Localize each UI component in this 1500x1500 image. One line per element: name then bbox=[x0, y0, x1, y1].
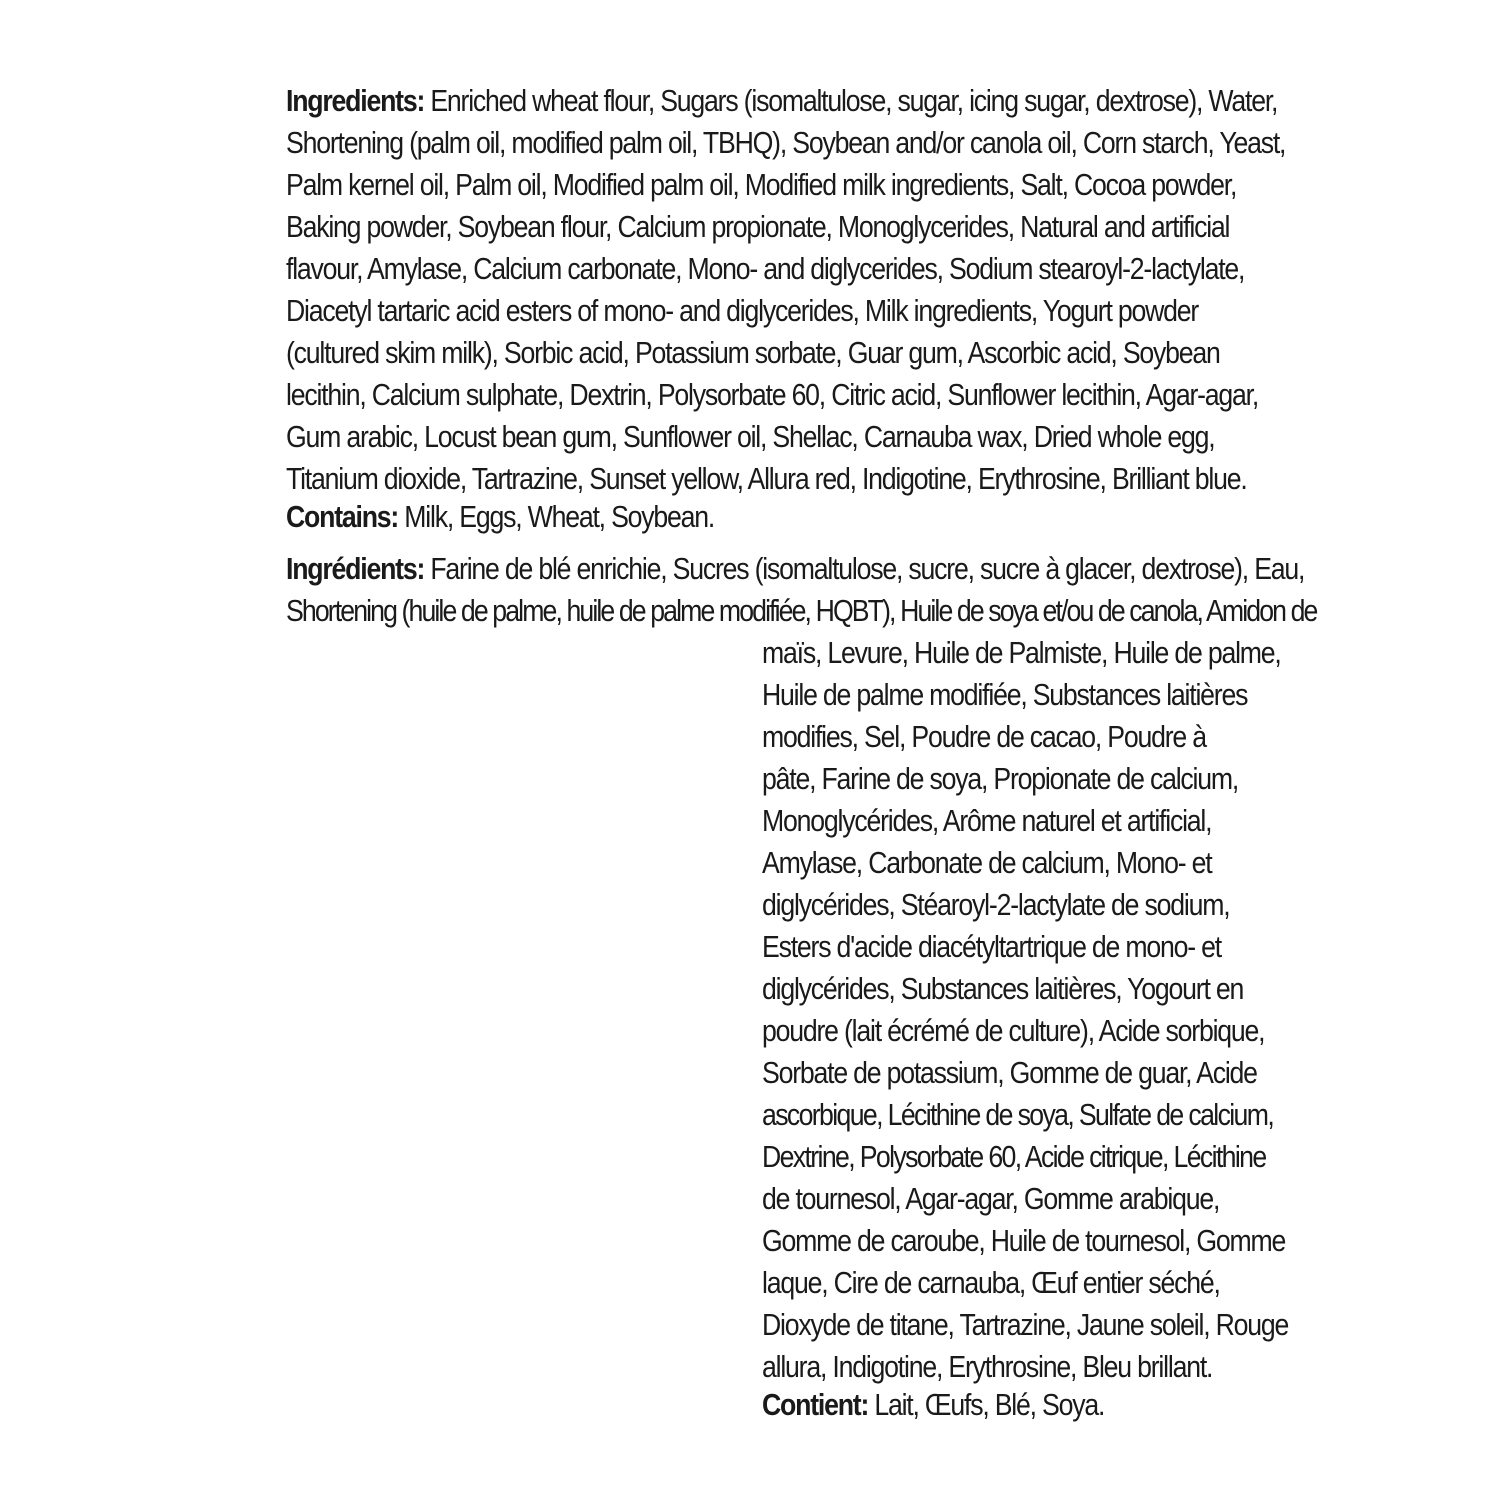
english-ingredients-line-2: Shortening (palm oil, modified palm oil, TBHQ), Soybean and/or canola oil, Corn starch, Yeast, bbox=[286, 125, 1286, 160]
french-ingredients-label: Ingrédients: bbox=[286, 551, 425, 586]
french-column-line-15: Gomme de caroube, Huile de tournesol, Gomme bbox=[762, 1223, 1286, 1258]
french-column-line-10: poudre (lait écrémé de culture), Acide sorbique, bbox=[762, 1013, 1265, 1048]
english-ingredients-line-9: Gum arabic, Locust bean gum, Sunflower oil, Shellac, Carnauba wax, Dried whole egg, bbox=[286, 419, 1215, 454]
english-contains-line bbox=[286, 496, 714, 538]
french-contains-label: Contient: bbox=[762, 1387, 869, 1422]
french-contains-text: Lait, Œufs, Blé, Soya. bbox=[868, 1387, 1105, 1422]
english-ingredients-line-4: Baking powder, Soybean flour, Calcium propionate, Monoglycerides, Natural and artificial bbox=[286, 209, 1230, 244]
english-ingredients-label: Ingredients: bbox=[286, 83, 425, 118]
english-ingredients-text-1: Enriched wheat flour, Sugars (isomaltulose, sugar, icing sugar, dextrose), Water, bbox=[424, 83, 1278, 118]
english-ingredients-line-6: Diacetyl tartaric acid esters of mono- and diglycerides, Milk ingredients, Yogurt powder bbox=[286, 293, 1199, 328]
french-column-line-13: Dextrine, Polysorbate 60, Acide citrique, Lécithine bbox=[762, 1139, 1266, 1174]
french-column-line-16: laque, Cire de carnauba, Œuf entier séché, bbox=[762, 1265, 1220, 1300]
english-ingredients-line-7: (cultured skim milk), Sorbic acid, Potassium sorbate, Guar gum, Ascorbic acid, Soybean bbox=[286, 335, 1220, 370]
french-column-line-1: maïs, Levure, Huile de Palmiste, Huile de palme, bbox=[762, 635, 1281, 670]
french-column-line-8: Esters d'acide diacétyltartrique de mono- et bbox=[762, 929, 1221, 964]
english-ingredients-line-1 bbox=[286, 80, 1277, 122]
french-column-line-14: de tournesol, Agar-agar, Gomme arabique, bbox=[762, 1181, 1220, 1216]
french-ingredients-text-1: Farine de blé enrichie, Sucres (isomaltulose, sucre, sucre à glacer, dextrose), Eau, bbox=[424, 551, 1305, 586]
french-column-line-2: Huile de palme modifiée, Substances laitières bbox=[762, 677, 1248, 712]
english-ingredients-line-3: Palm kernel oil, Palm oil, Modified palm oil, Modified milk ingredients, Salt, Cocoa powder, bbox=[286, 167, 1237, 202]
french-ingredients-line-2: Shortening (huile de palme, huile de palme modifiée, HQBT), Huile de soya et/ou de canola, Amidon de bbox=[286, 593, 1317, 628]
english-ingredients-line-5: flavour, Amylase, Calcium carbonate, Mono- and diglycerides, Sodium stearoyl-2-lactylate, bbox=[286, 251, 1245, 286]
french-ingredients-line-1 bbox=[286, 548, 1304, 590]
french-column-line-3: modifies, Sel, Poudre de cacao, Poudre à bbox=[762, 719, 1206, 754]
french-column-line-9: diglycérides, Substances laitières, Yogourt en bbox=[762, 971, 1244, 1006]
french-column-line-12: ascorbique, Lécithine de soya, Sulfate de calcium, bbox=[762, 1097, 1274, 1132]
french-column-line-6: Amylase, Carbonate de calcium, Mono- et bbox=[762, 845, 1212, 880]
french-contains-line bbox=[762, 1384, 1104, 1426]
english-contains-label: Contains: bbox=[286, 499, 399, 534]
french-column-line-17: Dioxyde de titane, Tartrazine, Jaune soleil, Rouge bbox=[762, 1307, 1289, 1342]
english-ingredients-line-8: lecithin, Calcium sulphate, Dextrin, Polysorbate 60, Citric acid, Sunflower lecithin, Agar-agar, bbox=[286, 377, 1259, 412]
english-contains-text: Milk, Eggs, Wheat, Soybean. bbox=[398, 499, 715, 534]
french-column-line-7: diglycérides, Stéaroyl-2-lactylate de sodium, bbox=[762, 887, 1230, 922]
french-column-line-5: Monoglycérides, Arôme naturel et artificial, bbox=[762, 803, 1212, 838]
english-ingredients-line-10: Titanium dioxide, Tartrazine, Sunset yellow, Allura red, Indigotine, Erythrosine, Brilliant blue. bbox=[286, 461, 1247, 496]
french-column-line-18: allura, Indigotine, Erythrosine, Bleu brillant. bbox=[762, 1349, 1213, 1384]
french-column-line-4: pâte, Farine de soya, Propionate de calcium, bbox=[762, 761, 1239, 796]
french-column-line-11: Sorbate de potassium, Gomme de guar, Acide bbox=[762, 1055, 1257, 1090]
